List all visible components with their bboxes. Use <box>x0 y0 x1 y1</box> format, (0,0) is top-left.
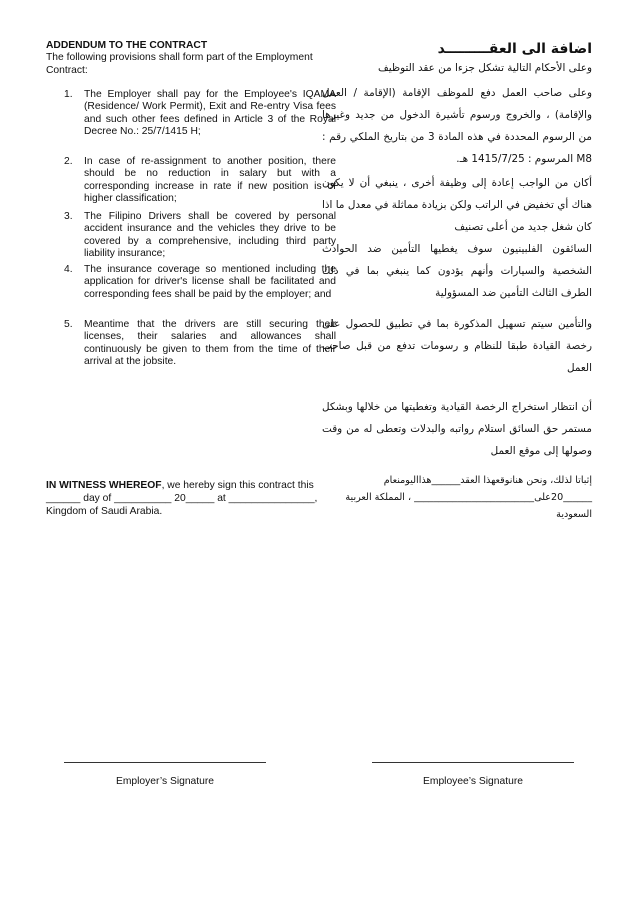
employee-signature-label: Employee’s Signature <box>423 776 523 787</box>
english-item-1 <box>46 89 336 139</box>
item-text: Meantime that the drivers are still securing their licenses, their salaries and allowances shall continuously be given to them from the time of their arrival at the jobsite. <box>84 319 336 368</box>
item-number: 1. <box>64 89 73 100</box>
arabic-item-4: والتأمين سيتم تسهيل المذكورة بما في تطبيق للحصول على رخصة القيادة طبقا للنظام و رسومات تدفع من قبل صاحب العمل <box>322 318 592 374</box>
item-text: In case of re-assignment to another position, there should be no reduction in salary but with a corresponding increase in rate if new position is of higher classification; <box>84 156 336 205</box>
english-item-4 <box>46 264 336 301</box>
witness-heading: IN WITNESS WHEREOF <box>46 480 162 491</box>
arabic-header <box>322 40 592 79</box>
witness-text: , we hereby sign this contract this ______ day of __________ 20_____ at _______________, Kingdom of Saudi Arabia. <box>46 480 318 517</box>
english-item-2 <box>46 156 336 206</box>
item-number: 4. <box>64 264 73 275</box>
employer-signature-line[interactable] <box>64 762 266 763</box>
item-text: The Filipino Drivers shall be covered by personal accident insurance and the vehicles they drive to be covered by a comprehensive, including third party liability insurance; <box>84 211 336 260</box>
item-text: The insurance coverage so mentioned including the application for driver's license shall be facilitated and corresponding fees shall be paid by the employer; and <box>84 264 336 300</box>
arabic-item-5: أن انتظار استخراج الرخصة القيادية وتغطيتها من خلالها وبشكل مستمر حق السائق استلام رواتبه والبدلات وتعطى له من وقت وصولها إلى موقع العمل <box>322 401 592 457</box>
arabic-title: اضافة الى العقـــــــــد <box>437 41 592 57</box>
english-header <box>46 40 336 77</box>
english-item-3 <box>46 211 336 261</box>
english-title: ADDENDUM TO THE CONTRACT <box>46 40 208 51</box>
arabic-item-2: أكان من الواجب إعادة إلى وظيفة أخرى ، ينبغي أن لا يكون هناك أي تخفيض في الراتب ولكن بزيادة مماثلة في معدل ما اذا كان شغل جديد من أعلى تصنيف <box>322 177 592 233</box>
english-intro: The following provisions shall form part of the Employment Contract: <box>46 52 313 76</box>
arabic-item-1: وعلى صاحب العمل دفع للموظف الإقامة (الإقامة / العمل والإقامة) ، والخروج ورسوم تأشيرة الدخول من جديد وغيرها من الرسوم المحددة في هذه المادة 3 من بتاريخ الملكي رقم : M8 المرسوم : 1415/7/25 هـ. <box>322 87 592 165</box>
item-number: 2. <box>64 156 73 167</box>
english-witness-clause <box>46 479 336 518</box>
item-number: 3. <box>64 211 73 222</box>
arabic-intro: وعلى الأحكام التالية تشكل جزءا من عقد التوظيف <box>377 62 592 74</box>
employer-signature-label: Employer’s Signature <box>115 776 215 787</box>
arabic-witness-clause: إثباتا لذلك، ونحن هنانوقعهذا العقد______هذااليومنعام ______20على_________________________ ، المملكة العربية السعودية <box>345 475 592 520</box>
employee-signature-line[interactable] <box>372 762 574 763</box>
arabic-item-3: السائقون الفلبينيون سوف يغطيها التأمين ضد الحوادث الشخصية والسيارات وأنهم يؤدون كما ينبغي بما في ذلك الطرف الثالث التأمين ضد المسؤولية <box>322 243 592 299</box>
item-number: 5. <box>64 319 73 330</box>
english-item-5 <box>46 319 336 369</box>
item-text: The Employer shall pay for the Employee's IQAMA (Residence/ Work Permit), Exit and Re-entry Visa fees and such other fees defined in Article 3 of the Royal Decree No.: 25/7/1415 H; <box>84 89 336 138</box>
